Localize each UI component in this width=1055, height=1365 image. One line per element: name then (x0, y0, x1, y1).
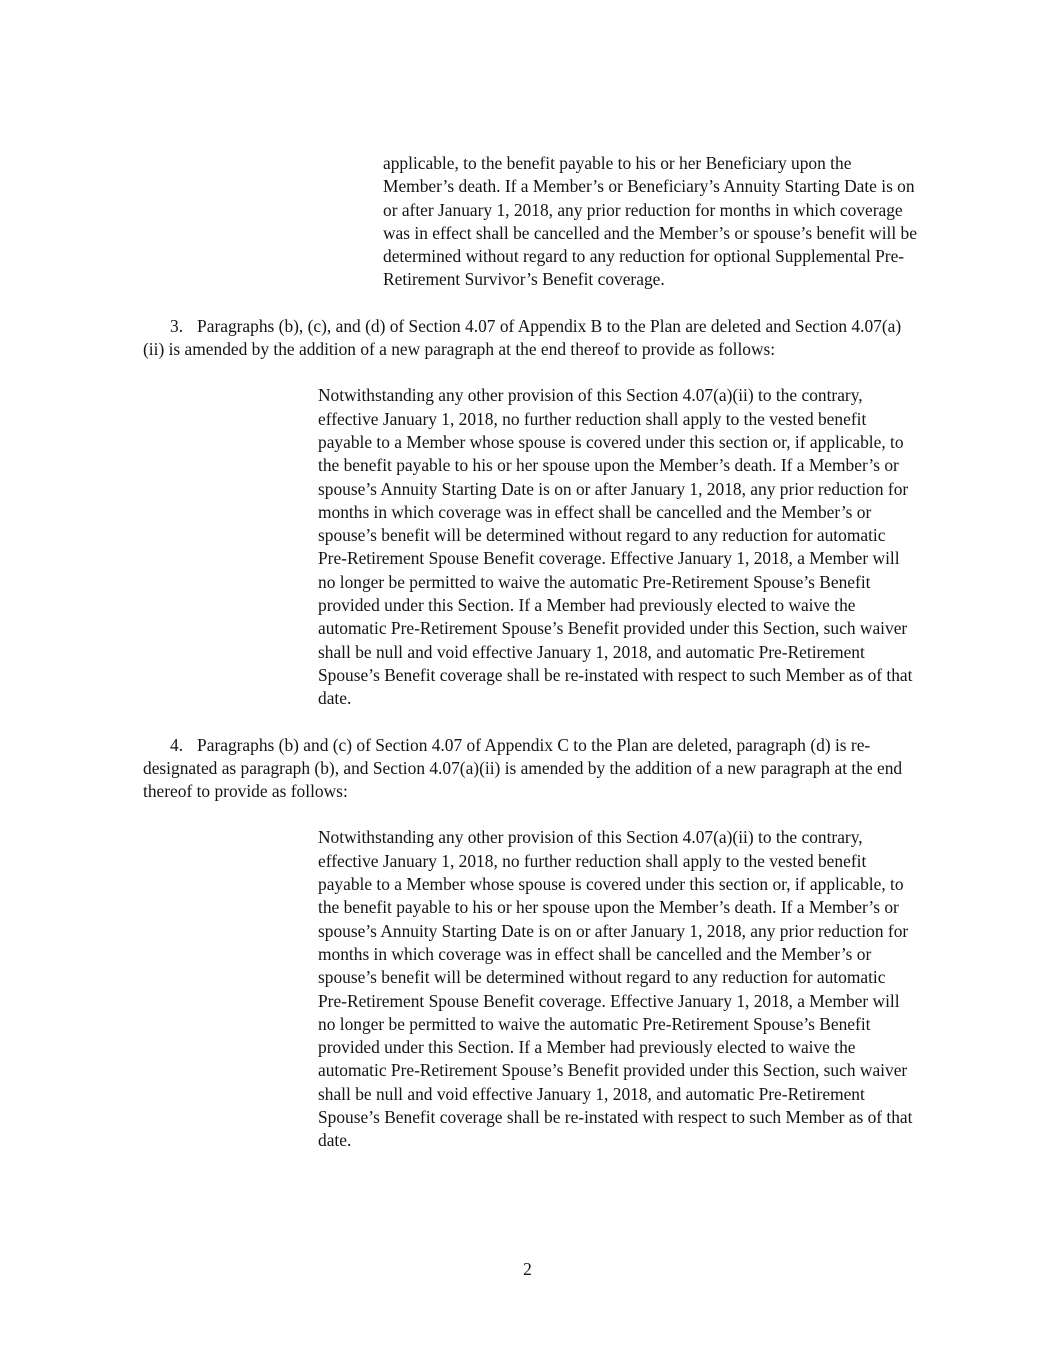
numbered-paragraph-4 (143, 734, 921, 804)
page-number: 2 (523, 1259, 532, 1279)
document-body (143, 152, 921, 1176)
paragraph-3-number: 3. (170, 315, 184, 336)
paragraph-3-text: Paragraphs (b), (c), and (d) of Section 4.07 of Appendix B to the Plan are deleted and Section 4.07(a)(ii) is amended by the addition of a new paragraph at the end thereof to provide as follows: (143, 315, 902, 360)
amendment-quote-paragraph-3: Notwithstanding any other provision of this Section 4.07(a)(ii) to the contrary, effective January 1, 2018, no further reduction shall apply to the vested benefit payable to a Member whose spouse is covered under this section or, if applicable, to the benefit payable to his or her spouse upon the Member’s death. If a Member’s or spouse’s Annuity Starting Date is on or after January 1, 2018, any prior reduction for months in which coverage was in effect shall be cancelled and the Member’s or spouse’s benefit will be determined without regard to any reduction for automatic Pre-Retirement Spouse Benefit coverage. Effective January 1, 2018, a Member will no longer be permitted to waive the automatic Pre-Retirement Spouse’s Benefit provided under this Section. If a Member had previously elected to waive the automatic Pre-Retirement Spouse’s Benefit provided under this Section, such waiver shall be null and void effective January 1, 2018, and automatic Pre-Retirement Spouse’s Benefit coverage shall be re-instated with respect to such Member as of that date. (318, 385, 913, 709)
amendment-quote-paragraph-4: Notwithstanding any other provision of this Section 4.07(a)(ii) to the contrary, effective January 1, 2018, no further reduction shall apply to the vested benefit payable to a Member whose spouse is covered under this section or, if applicable, to the benefit payable to his or her spouse upon the Member’s death. If a Member’s or spouse’s Annuity Starting Date is on or after January 1, 2018, any prior reduction for months in which coverage was in effect shall be cancelled and the Member’s or spouse’s benefit will be determined without regard to any reduction for automatic Pre-Retirement Spouse Benefit coverage. Effective January 1, 2018, a Member will no longer be permitted to waive the automatic Pre-Retirement Spouse’s Benefit provided under this Section. If a Member had previously elected to waive the automatic Pre-Retirement Spouse’s Benefit provided under this Section, such waiver shall be null and void effective January 1, 2018, and automatic Pre-Retirement Spouse’s Benefit coverage shall be re-instated with respect to such Member as of that date. (318, 827, 913, 1151)
paragraph-4-text: Paragraphs (b) and (c) of Section 4.07 of Appendix C to the Plan are deleted, paragraph (d) is re-designated as paragraph (b), and Section 4.07(a)(ii) is amended by the addition of a new paragraph at the end thereof to provide as follows: (143, 734, 903, 802)
continuation-quote-paragraph: applicable, to the benefit payable to his or her Beneficiary upon the Member’s death. If a Member’s or Beneficiary’s Annuity Starting Date is on or after January 1, 2018, any prior reduction for months in which coverage was in effect shall be cancelled and the Member’s or spouse’s benefit will be determined without regard to any reduction for optional Supplemental Pre-Retirement Survivor’s Benefit coverage. (383, 153, 917, 290)
paragraph-4-number: 4. (170, 734, 184, 755)
numbered-paragraph-3 (143, 315, 921, 362)
